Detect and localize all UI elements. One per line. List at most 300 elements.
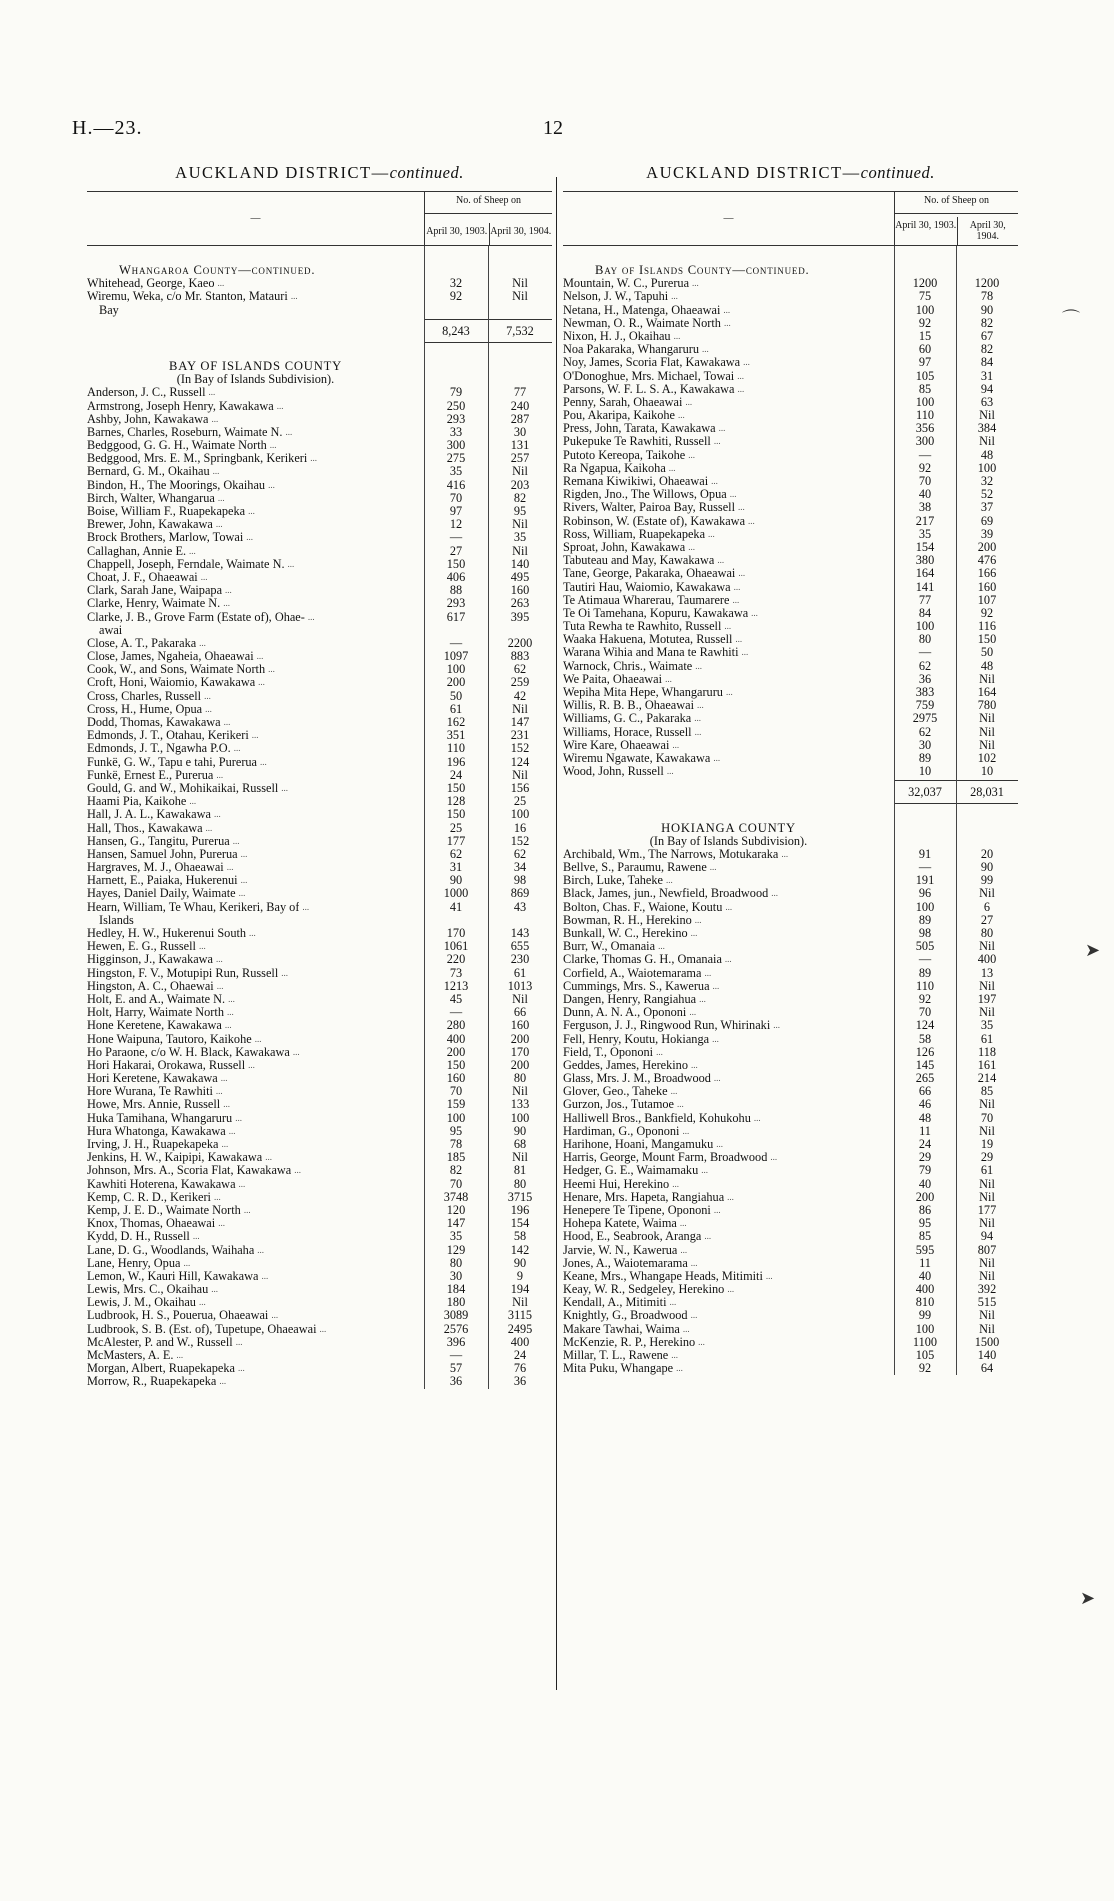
sheep-1904: Nil <box>979 724 995 739</box>
owner-name-text: Tane, George, Pakaraka, Ohaeawai <box>563 567 736 581</box>
owner-name <box>563 554 894 567</box>
owner-name <box>87 1283 424 1296</box>
april-1903-header: April 30, 1903. <box>426 225 488 237</box>
owner-name <box>563 1046 894 1059</box>
owner-name <box>563 528 894 541</box>
sheep-1904 <box>956 808 1018 821</box>
sheep-1903: 100 <box>446 1110 466 1125</box>
owner-name-text: Close, A. T., Pakaraka <box>87 636 197 650</box>
table-row <box>87 874 552 887</box>
leader-dots: ... <box>713 1204 721 1215</box>
owner-name <box>87 1296 424 1309</box>
sheep-1903: 150 <box>446 780 466 795</box>
leader-dots: ... <box>232 835 240 846</box>
table-row <box>87 1349 552 1362</box>
owner-name <box>563 567 894 580</box>
leader-dots: ... <box>773 1020 780 1031</box>
table-row <box>563 699 1018 712</box>
sheep-1903: — <box>918 860 932 875</box>
table-row <box>563 396 1018 409</box>
owner-name <box>87 1217 424 1230</box>
leader-dots: ... <box>713 752 721 763</box>
sheep-1903 <box>424 624 488 637</box>
sheep-1903: 58 <box>918 1031 932 1046</box>
sheep-1903: 25 <box>449 820 463 835</box>
table-row <box>563 449 1018 462</box>
owner-name-text: Nixon, H. J., Okaihau <box>563 329 671 343</box>
sheep-1903: 200 <box>915 1189 935 1204</box>
sheep-1904: 140 <box>977 1348 997 1362</box>
owner-name-text: Bay of Islands County—continued. <box>595 264 810 277</box>
sheep-1904 <box>488 360 552 373</box>
owner-name-text: Hori Keretene, Kawakawa <box>87 1072 218 1086</box>
owner-name <box>87 1309 424 1322</box>
table-row <box>563 409 1018 422</box>
sheep-1904: 20 <box>980 846 994 861</box>
table-row <box>87 479 552 492</box>
leader-dots: ... <box>258 677 265 688</box>
owner-name-text: Henepere Te Tipene, Opononi <box>563 1203 711 1217</box>
table-header <box>563 191 1018 246</box>
table-row <box>87 1375 552 1388</box>
sheep-1903: 70 <box>449 1176 463 1191</box>
owner-name-text: Netana, H., Matenga, Ohaeawai <box>563 303 721 317</box>
owner-name-text: Rigden, Jno., The Willows, Opua <box>563 488 727 502</box>
owner-name-text: Harris, George, Mount Farm, Broadwood <box>563 1151 768 1165</box>
heading-row <box>563 822 1018 835</box>
owner-name-text: Brewer, John, Kawakawa <box>87 518 213 532</box>
owner-name-text: Huka Tamihana, Whangaruru <box>87 1111 233 1125</box>
table-row <box>563 317 1018 330</box>
sub-row <box>87 373 552 386</box>
sheep-1904: 259 <box>510 675 530 690</box>
owner-name <box>563 901 894 914</box>
table-row <box>87 505 552 518</box>
sheep-1903: 41 <box>449 899 463 914</box>
leader-dots: ... <box>248 506 255 516</box>
table-row <box>87 1257 552 1270</box>
leader-dots: ... <box>249 928 256 938</box>
owner-name-text: BAY OF ISLANDS COUNTY <box>169 359 342 373</box>
sheep-1904: 78 <box>980 289 994 304</box>
sheep-1903: 29 <box>918 1150 932 1165</box>
sheep-1903: 396 <box>446 1334 466 1349</box>
table-row <box>563 967 1018 980</box>
table-row <box>87 597 552 610</box>
sheep-1903: 145 <box>915 1057 935 1072</box>
owner-name-text: Fell, Henry, Koutu, Hokianga <box>563 1032 710 1046</box>
owner-name-text: Ra Ngapua, Kaikoha <box>563 461 666 475</box>
owner-name <box>87 597 424 610</box>
leader-dots: ... <box>682 1125 690 1136</box>
table-row <box>563 1072 1018 1085</box>
sheep-1904: 82 <box>980 342 994 357</box>
total-row <box>87 317 552 347</box>
leader-dots: ... <box>218 1218 225 1229</box>
sheep-1904: Nil <box>512 1295 528 1310</box>
leader-dots: ... <box>223 717 231 727</box>
sheep-1904: 80 <box>513 1176 527 1191</box>
table-row <box>563 1270 1018 1283</box>
leader-dots: ... <box>718 423 726 434</box>
sheep-1904: Nil <box>512 517 528 532</box>
owner-name-text: Lane, D. G., Woodlands, Waihaha <box>87 1243 255 1257</box>
table-row <box>87 901 552 914</box>
district-title: AUCKLAND DISTRICT—continued. <box>646 163 935 182</box>
table-row <box>87 848 552 861</box>
sheep-1904: 92 <box>980 605 994 620</box>
table-row <box>563 501 1018 514</box>
leader-dots: ... <box>781 848 789 859</box>
sheep-1904: 90 <box>980 860 994 875</box>
sheep-1903: 200 <box>446 675 466 690</box>
owner-name-text: Pou, Akaripa, Kaikohe <box>563 409 676 423</box>
sheep-1903: 505 <box>915 939 935 954</box>
table-row <box>563 1033 1018 1046</box>
sheep-1903 <box>424 360 488 373</box>
owner-name-text: Ho Paraone, c/o W. H. Black, Kawakawa <box>87 1045 290 1059</box>
owner-name <box>87 1006 424 1019</box>
owner-name-text: Edmonds, J. T., Otahau, Kerikeri <box>87 729 249 743</box>
owner-name <box>563 277 894 290</box>
owner-name-text: Croft, Honi, Waiomio, Kawakawa <box>87 676 256 690</box>
leader-dots: ... <box>694 726 702 737</box>
leader-dots: ... <box>240 875 248 886</box>
owner-name <box>87 1059 424 1072</box>
owner-name-text: Cross, H., Hume, Opua <box>87 702 203 716</box>
leader-dots: ... <box>294 1165 301 1176</box>
sheep-1903: 8,243 <box>424 319 488 343</box>
owner-name <box>87 1375 424 1388</box>
owner-name <box>87 1244 424 1257</box>
owner-name-text: Pukepuke Te Rawhiti, Russell <box>563 435 711 449</box>
owner-name-text: Bernard, G. M., Okaihau <box>87 465 210 479</box>
table-row <box>563 567 1018 580</box>
table-row <box>87 492 552 505</box>
leader-dots: ... <box>211 1284 218 1295</box>
owner-name-text: Noy, James, Scoria Flat, Kawakawa <box>563 356 741 370</box>
owner-name-text: Birch, Luke, Taheke <box>563 874 663 888</box>
leader-dots: ... <box>205 703 212 714</box>
table-row <box>87 1164 552 1177</box>
sheep-1904: Nil <box>979 1123 995 1138</box>
table-row <box>87 1085 552 1098</box>
leader-dots: ... <box>716 1139 724 1149</box>
owner-name <box>87 980 424 993</box>
sheep-1904: Nil <box>512 276 528 291</box>
leader-dots: ... <box>679 1218 687 1229</box>
owner-name <box>87 317 424 347</box>
sheep-1903: 11 <box>919 1255 931 1270</box>
owner-name <box>87 439 424 452</box>
owner-name <box>563 726 894 739</box>
owner-name-text: Haami Pia, Kaikohe <box>87 795 187 809</box>
sheep-1904: 7,532 <box>488 319 552 343</box>
table-row <box>87 1204 552 1217</box>
leader-dots: ... <box>712 1033 719 1044</box>
owner-name <box>563 778 894 808</box>
table-row <box>87 1244 552 1257</box>
sheep-1904: 9 <box>516 1268 524 1283</box>
owner-name-text: We Paita, Ohaeawai <box>563 672 663 686</box>
sheep-1903: 85 <box>918 381 932 396</box>
leader-dots: ... <box>198 1297 206 1308</box>
owner-name-text: Clarke, Henry, Waimate N. <box>87 597 221 611</box>
owner-name <box>563 290 894 303</box>
leader-dots: ... <box>240 848 248 859</box>
sheep-1904: 780 <box>977 698 997 713</box>
sheep-1904: 64 <box>980 1361 994 1376</box>
owner-name <box>87 1085 424 1098</box>
owner-name-text: Johnson, Mrs. A., Scoria Flat, Kawakawa <box>87 1164 292 1178</box>
sub-row <box>563 835 1018 848</box>
sheep-1904: Nil <box>979 886 995 901</box>
sheep-1904: 48 <box>980 658 994 673</box>
owner-name-text: Hall, Thos., Kawakawa <box>87 821 203 835</box>
sheep-1903: 70 <box>449 490 463 505</box>
leader-dots: ... <box>226 862 234 873</box>
owner-name-text: Halliwell Bros., Bankfield, Kohukohu <box>563 1111 751 1125</box>
sheep-1904: 1200 <box>974 276 1000 291</box>
table-row <box>563 1230 1018 1243</box>
owner-name-text: Chappell, Joseph, Ferndale, Waimate N. <box>87 557 285 571</box>
leader-dots: ... <box>208 387 216 398</box>
sheep-1903: 57 <box>449 1361 463 1376</box>
owner-name-text: McKenzie, R. P., Herekino <box>563 1335 696 1349</box>
sheep-1904: 50 <box>980 645 994 660</box>
table-row <box>87 887 552 900</box>
sheep-1904: 152 <box>510 833 530 848</box>
sheep-1903: 177 <box>446 833 466 848</box>
sheep-1903: 160 <box>446 1071 466 1086</box>
leader-dots: ... <box>217 278 225 289</box>
table-row <box>563 1151 1018 1164</box>
sheep-1904 <box>956 835 1018 848</box>
sheep-1903: 35 <box>449 464 463 479</box>
sheep-1903: 105 <box>915 1348 935 1362</box>
leader-dots: ... <box>251 730 259 741</box>
sheep-1904: 16 <box>513 820 527 835</box>
owner-name-text: Bindon, H., The Moorings, Okaihau <box>87 478 266 492</box>
leader-dots: ... <box>223 598 230 609</box>
leader-dots: ... <box>302 901 310 912</box>
owner-name-text: Boise, William F., Ruapekapeka <box>87 505 246 518</box>
sheep-1903: 66 <box>918 1084 932 1099</box>
owner-name-text: Dangen, Henry, Rangiahua <box>563 992 697 1006</box>
margin-mark: ⌒ <box>1062 309 1080 329</box>
leader-dots: ... <box>765 1270 773 1281</box>
leader-dots: ... <box>238 1178 246 1189</box>
owner-name-text: Hedley, H. W., Hukerenui South <box>87 927 247 940</box>
table-row <box>87 729 552 742</box>
owner-name <box>563 409 894 422</box>
leader-dots: ... <box>228 993 235 1004</box>
leader-dots: ... <box>699 993 706 1004</box>
sheep-1903: 406 <box>446 569 466 584</box>
sheep-1903: 1100 <box>912 1334 938 1349</box>
leader-dots: ... <box>672 739 680 750</box>
sheep-1903: 351 <box>446 728 466 743</box>
leader-dots: ... <box>281 967 288 978</box>
owner-name <box>563 993 894 1006</box>
owner-name-text: Hone Keretene, Kawakawa <box>87 1019 222 1033</box>
sheep-1903: 86 <box>918 1202 932 1217</box>
owner-name-text: Higginson, J., Kawakawa <box>87 953 214 967</box>
sheep-1904 <box>956 822 1018 835</box>
sheep-1903: 90 <box>449 873 463 888</box>
sheep-1903: 92 <box>918 460 932 475</box>
owner-name <box>563 835 894 848</box>
sheep-1903: — <box>449 530 463 545</box>
leader-dots: ... <box>669 1297 677 1308</box>
owner-name-text: Anderson, J. C., Russell <box>87 386 206 400</box>
sheep-1904: Nil <box>979 408 995 423</box>
owner-name <box>87 967 424 980</box>
sheep-1903: 89 <box>918 750 932 765</box>
sheep-1904: 100 <box>510 1110 530 1125</box>
owner-name <box>563 980 894 993</box>
sheep-1903: 82 <box>449 1163 463 1178</box>
sheep-1903: 36 <box>449 1374 463 1389</box>
sheep-1904: 61 <box>980 1163 994 1178</box>
table-row <box>563 874 1018 887</box>
owner-name-text: Harihone, Hoani, Mangamuku <box>563 1138 714 1151</box>
owner-name-text: Hingston, F. V., Motupipi Run, Russell <box>87 966 279 980</box>
owner-name <box>87 505 424 518</box>
owner-name <box>563 646 894 659</box>
sheep-1903: 617 <box>446 609 466 624</box>
owner-name <box>87 465 424 478</box>
table-row <box>563 887 1018 900</box>
sheep-1904: 200 <box>510 1031 530 1046</box>
table-row <box>87 611 552 624</box>
table-row <box>563 1204 1018 1217</box>
owner-name-text: Gurzon, Jos., Tutamoe <box>563 1098 675 1112</box>
sheep-1904: 30 <box>513 424 527 439</box>
owner-name-text: Hall, J. A. L., Kawakawa <box>87 808 211 822</box>
table-row <box>563 1244 1018 1257</box>
table-row <box>563 1323 1018 1336</box>
leader-dots: ... <box>200 571 208 582</box>
table-row <box>563 1217 1018 1230</box>
owner-name-text: Parsons, W. F. L. S. A., Kawakawa <box>563 382 735 396</box>
owner-name-text: Makare Tawhai, Waima <box>563 1322 680 1336</box>
table-row <box>563 435 1018 448</box>
sheep-1903: 400 <box>446 1031 466 1046</box>
owner-name <box>563 1125 894 1138</box>
sheep-1904: 81 <box>513 1163 527 1178</box>
owner-name-text: Mita Puku, Whangape <box>563 1362 674 1376</box>
sheep-1903: 150 <box>446 807 466 822</box>
leader-dots: ... <box>732 594 740 605</box>
sheep-1903: — <box>449 635 463 650</box>
sheep-1903: 128 <box>446 794 466 809</box>
leader-dots: ... <box>205 822 213 833</box>
table-row <box>563 752 1018 765</box>
owner-name-text: Rivers, Walter, Pairoa Bay, Russell <box>563 501 736 515</box>
owner-name-text: Whangaroa County—continued. <box>119 264 316 277</box>
sheep-1904: 118 <box>978 1044 996 1059</box>
sheep-1904: 63 <box>980 394 994 409</box>
table-row <box>563 581 1018 594</box>
leader-dots: ... <box>268 479 275 490</box>
sheep-1903: 380 <box>915 553 935 568</box>
leader-dots: ... <box>690 1310 698 1321</box>
owner-name-text: Islands <box>99 913 134 927</box>
name-column-header: — <box>250 213 261 224</box>
sheep-1903: 79 <box>918 1163 932 1178</box>
owner-name-text: Edmonds, J. T., Ngawha P.O. <box>87 742 231 756</box>
owner-name <box>563 861 894 874</box>
sheep-1903: 120 <box>446 1202 466 1217</box>
sheep-1904: 76 <box>513 1361 527 1376</box>
leader-dots: ... <box>216 980 224 991</box>
sheep-1904: 10 <box>980 764 994 779</box>
owner-name-text: Jenkins, H. W., Kaipipi, Kawakawa <box>87 1151 263 1165</box>
margin-mark: ➤ <box>1085 940 1101 960</box>
owner-name-text: Hori Hakarai, Orokawa, Russell <box>87 1058 246 1072</box>
table-row <box>563 953 1018 966</box>
sheep-1903: 62 <box>918 658 932 673</box>
table-row <box>563 277 1018 290</box>
leader-dots: ... <box>690 1257 698 1268</box>
sheep-1903: 85 <box>918 1229 932 1244</box>
owner-name-text: Burr, W., Omanaia <box>563 940 656 954</box>
table-row <box>563 1046 1018 1059</box>
sheep-1904: 2495 <box>507 1321 533 1336</box>
sheep-1904 <box>488 347 552 360</box>
owner-name-text: Ferguson, J. J., Ringwood Run, Whirinaki <box>563 1019 771 1033</box>
leader-dots: ... <box>680 1244 688 1255</box>
owner-name-text: Bay <box>99 303 119 317</box>
owner-name <box>87 1151 424 1164</box>
leader-dots: ... <box>219 1376 227 1387</box>
owner-name <box>87 940 424 953</box>
owner-name-text: Kemp, J. E. D., Waimate North <box>87 1203 241 1217</box>
leader-dots: ... <box>665 875 673 886</box>
leader-dots: ... <box>702 344 709 355</box>
leader-dots: ... <box>281 782 289 793</box>
owner-name-text: Barnes, Charles, Roseburn, Waimate N. <box>87 425 283 439</box>
owner-name-text: Heemi Hui, Herekino <box>563 1177 670 1191</box>
sheep-1903: 89 <box>918 912 932 927</box>
owner-name <box>87 716 424 729</box>
sheep-1903: 293 <box>446 411 466 426</box>
table-row <box>87 663 552 676</box>
owner-name <box>563 633 894 646</box>
owner-name-text: Clark, Sarah Jane, Waipapa <box>87 584 223 598</box>
owner-name <box>563 1085 894 1098</box>
april-1904-header: April 30, 1904. <box>957 217 1019 245</box>
leader-dots: ... <box>717 555 725 566</box>
leader-dots: ... <box>212 466 220 477</box>
sheep-1903: 70 <box>449 1084 463 1099</box>
owner-name <box>563 422 894 435</box>
sheep-1903: 162 <box>446 715 466 729</box>
owner-name <box>563 874 894 887</box>
owner-name-text: Black, James, jun., Newfield, Broadwood <box>563 887 769 901</box>
leader-dots: ... <box>189 545 196 556</box>
owner-name-text: Birch, Walter, Whangarua <box>87 491 215 505</box>
leader-dots: ... <box>711 476 718 486</box>
leader-dots: ... <box>216 769 224 780</box>
sheep-1904: 35 <box>980 1018 994 1033</box>
sheep-1904: 24 <box>513 1348 527 1362</box>
table-row <box>87 927 552 940</box>
owner-name-text: Hood, E., Seabrook, Aranga <box>563 1230 702 1244</box>
sheep-1903: — <box>918 952 932 967</box>
sheep-1903: 80 <box>918 632 932 647</box>
